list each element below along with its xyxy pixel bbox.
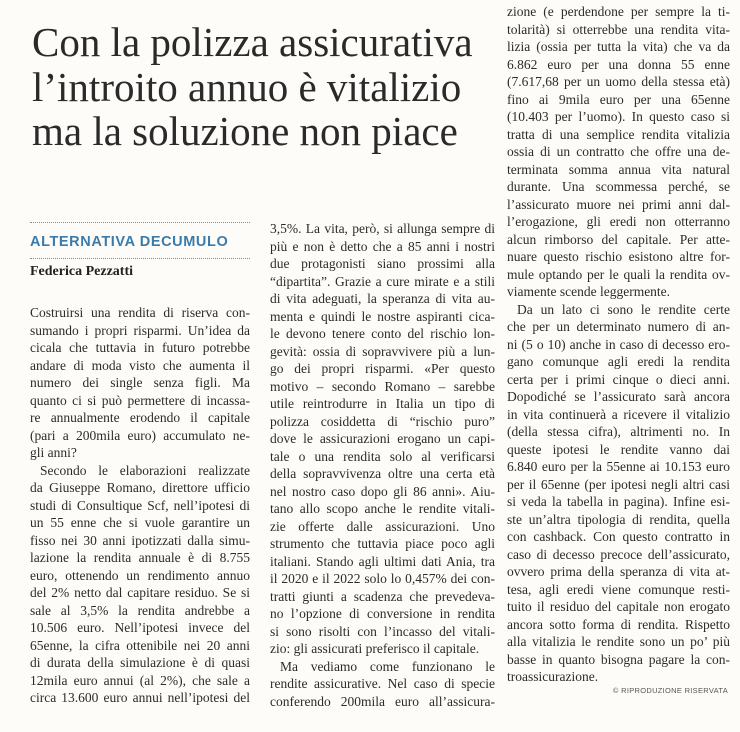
text-line: viamente scende leggermente. [507,284,671,299]
text-line: 6.862 euro per una donna 55 enne [507,56,730,72]
text-line: durante. Una scommessa perché, se [507,179,730,194]
dotted-divider [30,258,250,259]
text-line: studi di Consultique Scf, nell’ipotesi di [30,497,250,513]
text-line: tolarità) si otterrebbe una rendita vita- [507,21,730,37]
text-line: motivo – secondo Romano – sarebbe [270,378,495,394]
text-line: nuare questo rischio esistono altre for- [507,249,730,264]
text-line: gli anni? [30,445,77,460]
paragraph [270,220,495,658]
text-line: “dipartita”. Grazie a cure mirate e a stili [270,273,495,289]
text-line: andare di moda visto che aumenta il [30,357,250,373]
text-line: in vita continuerà a ricevere il vitalizio [507,406,730,422]
text-line: (7.617,68 per un uomo della stessa età) [507,74,730,89]
text-line: le devono tenere conto del rischio lon- [270,326,495,341]
paragraph [270,658,495,711]
paragraph [507,301,730,686]
text-line: numero dei single senza figli. Ma [30,375,250,390]
text-line: euro, ottenendo un rendimento annuo [30,567,250,583]
text-line: lazione la rendita annuale è di 8.755 [30,550,250,565]
text-line: gevità: ossia di sopravvivere più a lun- [270,343,495,359]
text-line: che per un determinato numero di an- [507,319,730,334]
article-column-2 [270,220,495,710]
text-line: si sono risolti con l’incasso del vitali- [270,623,495,639]
text-line: menta e quindi le nostre aspiranti cica- [270,308,495,324]
text-line: l’assicurato muore nei primi anni dal- [507,196,730,212]
text-line: quanto ci si può permettere di incassa- [30,392,250,408]
text-line: tratti giunti a scadenza che prevedeva- [270,588,495,604]
text-line: mule optando per le quali la rendita ov- [507,266,730,282]
text-line: ste un’altra tipologia di rendita, quella [507,511,730,527]
text-line: da Giuseppe Romano, direttore ufficio [30,480,250,495]
text-line: di durata della simulazione è di quasi [30,655,250,670]
article-column-1 [30,304,250,707]
text-line: re annualmente erodendo il capitale [30,410,250,425]
headline [32,20,473,154]
headline-line: l’introito annuo è vitalizio [32,63,462,110]
text-line: polizza cosiddetta di “rischio puro” [270,413,495,429]
text-line: 65enne, la cifra ottenibile nei 20 anni [30,637,250,653]
text-line: Secondo le elaborazioni realizzate [40,462,250,478]
text-line: l’erogazione, gli eredi non otterranno [507,214,730,229]
text-line: alcun rimborso del capitale. Per atte- [507,231,730,247]
text-line: terminata somma annua vita natural [507,161,730,177]
text-line: lizia (ossia per tutta la vita) che va da [507,39,730,54]
text-line: tratta di una semplice rendita vitalizia [507,126,730,142]
text-line: fisso nei 30 anni ipotizzati dalla simu- [30,532,250,548]
headline-line: ma la soluzione non piace [32,108,458,154]
text-line: (pari a 200mila euro) accumulato ne- [30,427,250,443]
text-line: (della stessa cifra), altrimenti no. In [507,424,730,439]
text-line: di vita adeguati, la speranza di vita au- [270,291,495,306]
text-line: tuito il residuo del capitale non erogato [507,599,730,614]
text-line: Costruirsi una rendita di riserva con- [30,305,250,320]
text-line: ossia di un contratto che offre una de- [507,144,730,159]
text-line: (10.403 per l’uomo). In questo caso si [507,109,730,124]
text-line: ancora sotto forma di rendita. Rispetto [507,616,730,632]
text-line: zio: gli assicurati preferisco il capitale. [270,641,480,656]
text-line: sumando i propri risparmi. Un’idea da [30,322,250,338]
text-line: 10.506 euro. Nell’ipotesi invece del [30,620,250,635]
article-column-3 [507,3,730,686]
text-line: del 2% netto dal capitare residuo. Se si [30,585,250,600]
headline-line: Con la polizza assicurativa [32,19,473,65]
copyright-notice: © RIPRODUZIONE RISERVATA [612,686,728,695]
text-line: 3,5%. La vita, però, si allunga sempre di [270,221,495,236]
text-line: 12mila euro annui (al 2%), che sale a [30,672,250,688]
text-line: Ma vediamo come funzionano le [280,658,495,674]
text-line: tale o una rendita solo al verificarsi [270,448,495,464]
text-line: della sopravvivenza oltre una certa età [270,466,495,481]
text-line: rendite assicurative. Nel caso di specie [270,676,495,691]
text-line: certa per i primi cinque o dieci anni. [507,371,730,387]
text-line: cicala che tuttavia in futuro potrebbe [30,340,250,355]
text-line: con cashback. Con questo contratto in [507,529,730,544]
text-line: tano allo scopo anche le rendite vitali- [270,501,495,516]
text-line: utile reintrodurre in Italia un tipo di [270,396,495,411]
text-line: sale al 3,5% la rendita andrebbe a [30,602,250,618]
paragraph [507,3,730,301]
text-line: queste ipotesi le rendite vanno dai [507,441,730,457]
dotted-divider [30,222,250,223]
text-line: strumento che tuttavia piace poco agli [270,536,495,551]
text-line: ovvero prima della speranza di vita at- [507,564,730,579]
text-line: zie offerte dalle assicurazioni. Uno [270,518,495,534]
text-line: troassicurazione. [507,669,599,684]
text-line: basse in quanto bisogna pagare la con- [507,651,730,667]
text-line: alla vitalizia le rendite sono un po’ più [507,634,730,649]
text-line: un 55 enne che si vuole garantire un [30,515,250,530]
text-line: nel nostro caso dopo gli 86 anni». Aiu- [270,483,495,499]
text-line: per il 65enne (per ipotesi negli altri casi [507,476,730,492]
text-line: 6.840 euro per la 55enne ai 10.153 euro [507,459,730,474]
text-line: ni (5 o 10) anche in caso di decesso ero- [507,336,730,352]
text-line: italiani. Stando agli ultimi dati Ania, tra [270,553,495,569]
text-line: dove le assicurazioni erogano un capi- [270,431,495,446]
section-kicker: ALTERNATIVA DECUMULO [30,234,229,250]
text-line: no l’opzione di conversione in rendita [270,606,495,621]
paragraph [30,304,250,462]
text-line: gano comunque agli eredi la rendita [507,354,730,369]
byline: Federica Pezzatti [30,264,133,279]
text-line: circa 13.600 euro annui nell’ipotesi del [30,690,250,705]
text-line: si veda la tabella in pagina). Infine esi- [507,494,730,509]
text-line: Da un lato ci sono le rendite certe [517,301,730,317]
text-line: più e non è detto che a 85 anni i nostri [270,238,495,254]
text-line: go dei propri risparmi. «Per questo [270,361,495,376]
text-line: caso di decesso precoce dell’assicurato, [507,546,730,562]
paragraph [30,462,250,707]
text-line: conferendo 200mila euro all’assicura- [270,693,495,709]
text-line: Dopodiché se l’assicurato sarà ancora [507,389,730,404]
text-line: tesa, agli eredi viene comunque resti- [507,581,730,597]
text-line: zione (e perdendone per sempre la ti- [507,4,730,19]
text-line: fino ai 9mila euro per una 65enne [507,91,730,107]
text-line: il 2020 e il 2022 solo lo 0,457% dei con- [270,571,495,586]
text-line: due protagonisti siano prossimi alla [270,256,495,271]
